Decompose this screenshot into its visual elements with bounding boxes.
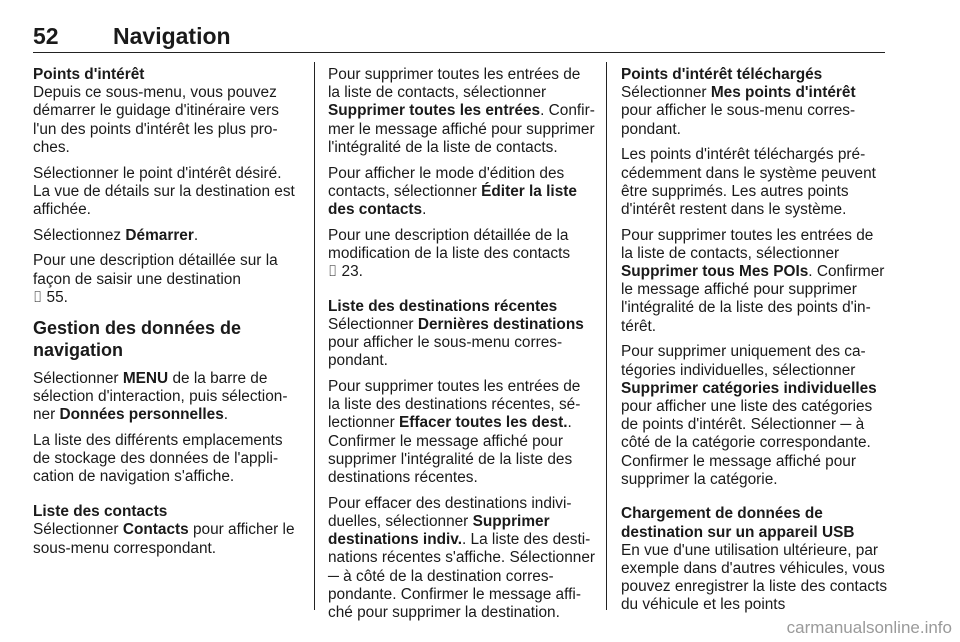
- paragraph: La liste des différents emplacements de stockage des données de l'application de navigation s'affiche.: [33, 432, 283, 486]
- section-title: Liste des contacts: [33, 503, 168, 521]
- section-heading: Gestion des données de navigation: [33, 317, 242, 360]
- section-title: Chargement de données de destination sur un appareil USB: [621, 505, 855, 541]
- page-header: [33, 22, 885, 50]
- menu-term: MENU: [122, 369, 169, 387]
- menu-term: Effacer toutes les dest.: [399, 414, 568, 432]
- menu-term: Contacts: [122, 521, 189, 539]
- column-divider: [606, 62, 607, 610]
- chapter-title: Navigation: [113, 23, 231, 49]
- paragraph: Pour supprimer uniquement des catégories individuelles, sélectionner Supprimer catégories individuelles pour afficher une liste des catégories de points d'intérêt. Sélectionner ─ à côté de la catégorie correspondante. Confirmer le message affiché pour supprimer la catégorie.: [621, 343, 877, 488]
- column-2: [328, 66, 596, 630]
- column-1: [33, 66, 301, 565]
- paragraph: Pour afficher le mode d'édition des contacts, sélectionner Éditer la liste des contacts.: [328, 164, 577, 218]
- menu-term: Supprimer toutes les entrées: [328, 102, 541, 120]
- paragraph: Sélectionner Mes points d'intérêt pour afficher le sous-menu correspondant.: [621, 84, 856, 138]
- column-divider: [314, 62, 315, 610]
- paragraph: Sélectionner Dernières destinations pour afficher le sous-menu correspondant.: [328, 315, 584, 370]
- paragraph: Sélectionnez Démarrer.: [33, 226, 199, 244]
- paragraph: Depuis ce sous-menu, vous pouvez démarrer le guidage d'itinéraire vers l'un des points d'intérêt les plus proches.: [33, 84, 279, 156]
- section-title: Liste des destinations récentes: [328, 297, 558, 315]
- menu-term: Supprimer destinations indiv.: [328, 512, 550, 549]
- paragraph: Sélectionner MENU de la barre de sélection d'interaction, puis sélectionner Données personnelles.: [33, 369, 288, 424]
- paragraph: Pour supprimer toutes les entrées de la liste de contacts, sélectionner Supprimer tous Mes POIs. Confirmer le message affiché pour supprimer l'intégralité de la liste des points d'intérêt.: [621, 226, 885, 335]
- paragraph: Pour une description détaillée de la modification de la liste des contacts ⌷ 23.: [328, 226, 571, 281]
- header-divider: [33, 52, 885, 53]
- paragraph: Pour supprimer toutes les entrées de la liste des destinations récentes, sélectionner Effacer toutes les dest.. Confirmer le message affiché pour supprimer l'intégralité de la liste des destinations récentes.: [328, 378, 581, 487]
- paragraph: Pour une description détaillée sur la façon de saisir une destination ⌷ 55.: [33, 252, 278, 306]
- page-number: 52: [33, 23, 59, 49]
- page-reference: ⌷ 55.: [33, 288, 68, 306]
- paragraph: Pour supprimer toutes les entrées de la liste de contacts, sélectionner Supprimer toutes les entrées. Confirmer le message affiché pour supprimer l'intégralité de la liste de contacts.: [328, 66, 595, 156]
- menu-term: Supprimer tous Mes POIs: [621, 263, 809, 281]
- menu-term: Démarrer: [125, 226, 194, 244]
- paragraph: Sélectionner Contacts pour afficher le sous-menu correspondant.: [33, 521, 295, 557]
- menu-term: Données personnelles: [59, 406, 224, 424]
- menu-term: Éditer la liste des contacts: [328, 182, 577, 218]
- paragraph: Les points d'intérêt téléchargés précédemment dans le système peuvent être supprimés. Les autres points d'intérêt restent dans le système.: [621, 146, 876, 218]
- page-reference: ⌷ 23.: [328, 263, 363, 281]
- menu-term: Supprimer catégories individuelles: [621, 379, 877, 397]
- section-title: Points d'intérêt téléchargés: [621, 66, 823, 83]
- paragraph: Pour effacer des destinations individuelles, sélectionner Supprimer destinations indiv.. La liste des destinations récentes s'affiche. Sélectionner ─ à côté de la destination correspondante. Confirmer le message affiché pour supprimer la destination.: [328, 494, 596, 621]
- watermark: carmanualsonline.info: [786, 618, 952, 637]
- menu-term: Mes points d'intérêt: [710, 84, 856, 102]
- paragraph: Sélectionner le point d'intérêt désiré. La vue de détails sur la destination est affichée.: [33, 164, 295, 218]
- column-3: [621, 66, 889, 622]
- paragraph: En vue d'une utilisation ultérieure, par exemple dans d'autres véhicules, vous pouvez enregistrer la liste des contacts du véhicule et les points: [621, 541, 888, 614]
- menu-term: Dernières destinations: [417, 315, 584, 333]
- section-title: Points d'intérêt: [33, 66, 145, 83]
